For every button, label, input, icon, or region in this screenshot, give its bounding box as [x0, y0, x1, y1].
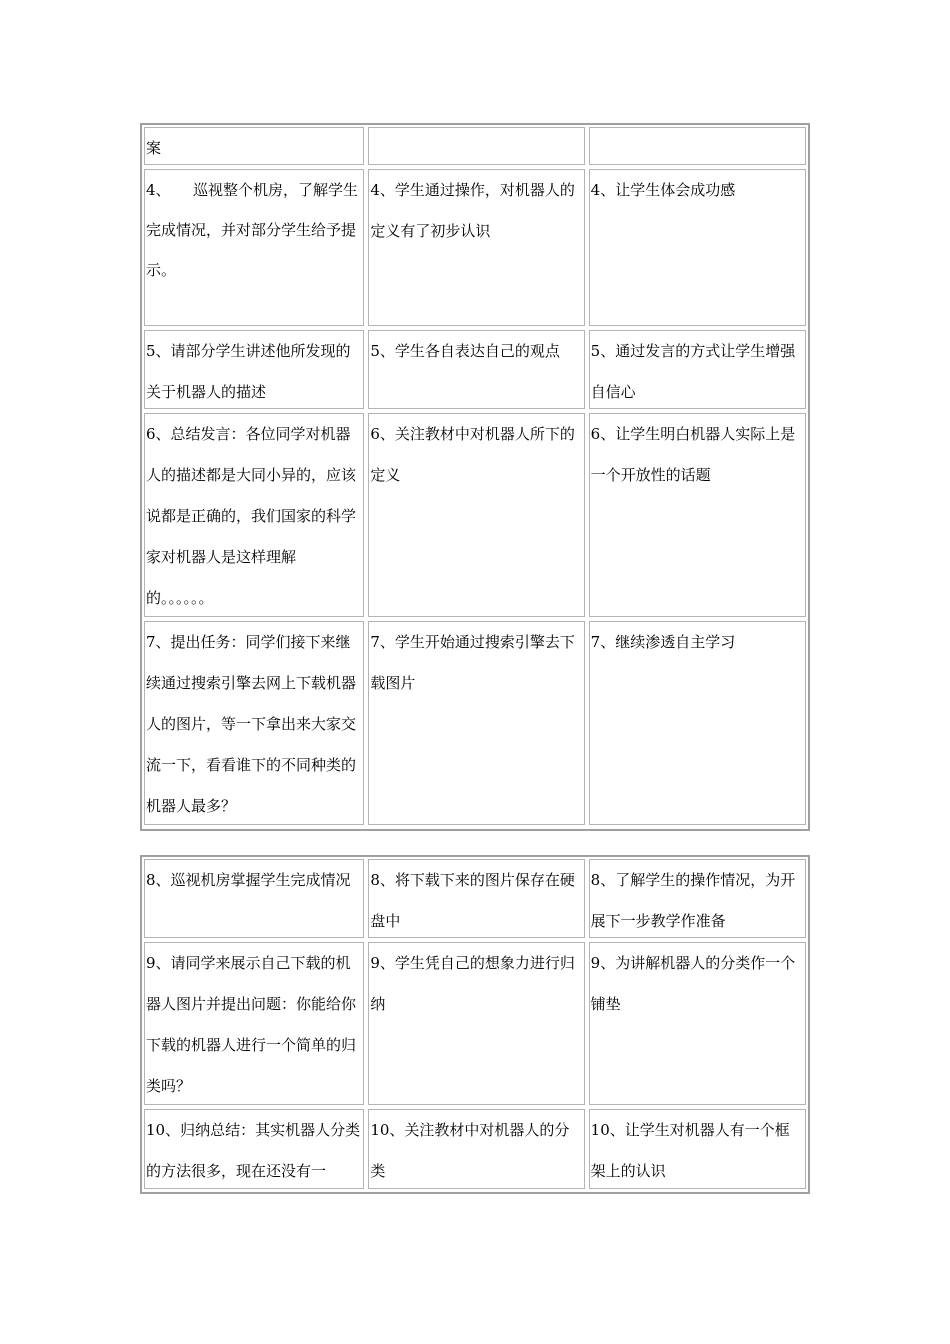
student-activity-cell: 9、学生凭自己的想象力进行归纳 — [368, 942, 584, 1105]
teacher-activity-cell: 5、请部分学生讲述他所发现的关于机器人的描述 — [144, 330, 364, 409]
student-activity-cell: 5、学生各自表达自己的观点 — [368, 330, 584, 409]
student-activity-cell: 7、学生开始通过搜索引擎去下载图片 — [368, 621, 584, 825]
design-intent-cell: 9、为讲解机器人的分类作一个铺垫 — [589, 942, 806, 1105]
design-intent-cell: 4、让学生体会成功感 — [589, 169, 806, 326]
table-row — [142, 167, 808, 328]
lesson-table-2 — [140, 855, 810, 1194]
table-row — [142, 857, 808, 940]
design-intent-cell: 5、通过发言的方式让学生增强自信心 — [589, 330, 806, 409]
teacher-activity-cell: 案 — [144, 127, 364, 165]
design-intent-cell: 6、让学生明白机器人实际上是一个开放性的话题 — [589, 413, 806, 617]
teacher-activity-cell: 10、归纳总结：其实机器人分类的方法很多，现在还没有一 — [144, 1109, 364, 1189]
teacher-activity-cell: 4、 巡视整个机房，了解学生 完成情况，并对部分学生给予提示。 — [144, 169, 364, 326]
student-activity-cell — [368, 127, 584, 165]
table-row — [142, 619, 808, 827]
table-row — [142, 1107, 808, 1191]
table-row — [142, 328, 808, 411]
student-activity-cell: 4、学生通过操作，对机器人的定义有了初步认识 — [368, 169, 584, 326]
design-intent-cell: 8、了解学生的操作情况，为开展下一步教学作准备 — [589, 859, 806, 938]
student-activity-cell: 8、将下载下来的图片保存在硬盘中 — [368, 859, 584, 938]
teacher-activity-cell: 9、请同学来展示自己下载的机器人图片并提出问题：你能给你下载的机器人进行一个简单的归类吗？ — [144, 942, 364, 1105]
design-intent-cell: 7、继续渗透自主学习 — [589, 621, 806, 825]
teacher-activity-cell: 6、总结发言：各位同学对机器人的描述都是大同小异的，应该说都是正确的，我们国家的科学家对机器人是这样理解的。。。。。。 — [144, 413, 364, 617]
student-activity-cell: 10、关注教材中对机器人的分类 — [368, 1109, 584, 1189]
teacher-activity-cell: 7、提出任务：同学们接下来继续通过搜索引擎去网上下载机器人的图片，等一下拿出来大家交流一下，看看谁下的不同种类的机器人最多？ — [144, 621, 364, 825]
design-intent-cell — [589, 127, 806, 165]
table-row — [142, 940, 808, 1107]
teacher-activity-cell: 8、巡视机房掌握学生完成情况 — [144, 859, 364, 938]
student-activity-cell: 6、关注教材中对机器人所下的定义 — [368, 413, 584, 617]
design-intent-cell: 10、让学生对机器人有一个框架上的认识 — [589, 1109, 806, 1189]
table-row — [142, 411, 808, 619]
lesson-table-1 — [140, 123, 810, 831]
table-row — [142, 125, 808, 167]
